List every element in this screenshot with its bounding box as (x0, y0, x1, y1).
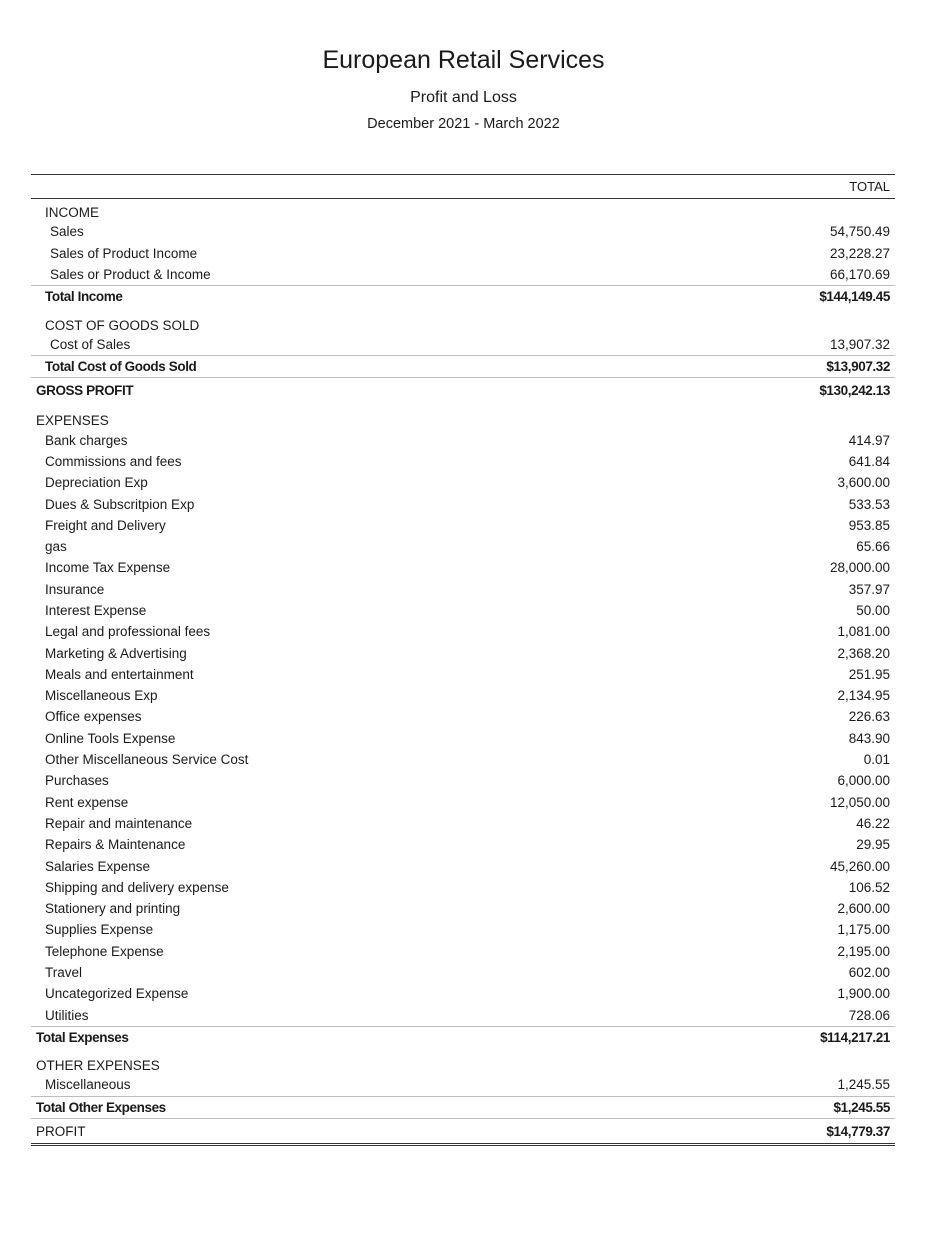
table-row (31, 749, 895, 770)
row-label: Salaries Expense (45, 858, 151, 874)
total-cogs-row (31, 355, 895, 378)
row-label: Sales or Product & Income (50, 267, 211, 283)
row-amount: 953.85 (848, 517, 890, 533)
profit-row (31, 1118, 895, 1146)
row-label: Miscellaneous (45, 1077, 131, 1093)
table-row (31, 962, 895, 983)
row-amount: 54,750.49 (829, 224, 890, 240)
expense-rows (31, 429, 895, 1025)
profit-amount: $14,779.37 (826, 1123, 890, 1139)
row-amount: 2,195.00 (837, 943, 890, 959)
section-heading-cogs (31, 308, 895, 334)
gross-profit-row (31, 377, 895, 403)
table-row (31, 642, 895, 663)
table-row (31, 941, 895, 962)
table-row (31, 493, 895, 514)
row-amount: 1,245.55 (837, 1077, 890, 1093)
table-row (31, 429, 895, 450)
row-amount: 46.22 (856, 815, 890, 831)
row-amount: 641.84 (848, 453, 890, 469)
row-amount: 0.01 (863, 752, 890, 768)
table-row (31, 536, 895, 557)
row-label: Other Miscellaneous Service Cost (45, 752, 249, 768)
row-label: Commissions and fees (45, 453, 182, 469)
table-row (31, 685, 895, 706)
report-title: Profit and Loss (410, 89, 517, 106)
table-row (31, 728, 895, 749)
total-income-row (31, 285, 895, 308)
table-row (31, 792, 895, 813)
total-other-expenses-row (31, 1096, 895, 1119)
row-amount: 45,260.00 (829, 858, 890, 874)
row-label: Interest Expense (45, 603, 147, 618)
row-amount: 2,368.20 (837, 645, 890, 661)
row-label: Miscellaneous Exp (45, 688, 158, 704)
table-row (31, 334, 895, 355)
row-amount: 728.06 (848, 1007, 890, 1023)
total-label: Total Income (45, 289, 123, 305)
row-label: gas (45, 539, 67, 555)
section-label: OTHER EXPENSES (36, 1058, 160, 1074)
table-row (31, 877, 895, 898)
table-row (31, 1074, 895, 1095)
table-row (31, 706, 895, 727)
section-label: COST OF GOODS SOLD (45, 317, 200, 333)
row-label: Income Tax Expense (45, 560, 171, 576)
row-amount: 533.53 (848, 496, 890, 512)
table-row (31, 898, 895, 919)
gross-profit-amount: $130,242.13 (819, 383, 890, 399)
row-amount: 2,134.95 (837, 688, 890, 704)
table-row (31, 834, 895, 855)
row-label: Supplies Expense (45, 922, 154, 938)
table-row (31, 600, 895, 621)
row-amount: 251.95 (848, 666, 890, 682)
row-label: Telephone Expense (45, 943, 164, 959)
row-amount: 226.63 (848, 709, 890, 725)
section-label: INCOME (45, 205, 99, 221)
row-amount: 23,228.27 (829, 245, 890, 261)
total-label: Total Other Expenses (36, 1099, 166, 1115)
row-amount: 50.00 (856, 603, 890, 618)
row-amount: 1,081.00 (837, 624, 890, 640)
total-expenses-row (31, 1026, 895, 1049)
row-label: Meals and entertainment (45, 666, 194, 682)
table-row (31, 621, 895, 642)
row-label: Repairs & Maintenance (45, 837, 186, 853)
table-row (31, 451, 895, 472)
table-row (31, 472, 895, 493)
row-amount: 1,900.00 (837, 986, 890, 1002)
row-label: Legal and professional fees (45, 624, 211, 640)
row-label: Marketing & Advertising (45, 645, 187, 661)
row-amount: 12,050.00 (829, 794, 890, 810)
row-amount: 29.95 (856, 837, 890, 853)
row-label: Purchases (45, 773, 109, 789)
report-period: December 2021 - March 2022 (367, 116, 560, 132)
section-heading-income (31, 199, 895, 221)
profit-loss-table (31, 174, 895, 1146)
table-row (31, 813, 895, 834)
row-amount: 2,600.00 (837, 901, 890, 917)
table-row (31, 243, 895, 264)
total-amount: $114,217.21 (820, 1030, 890, 1046)
section-heading-expenses (31, 403, 895, 429)
table-row (31, 557, 895, 578)
total-amount: $13,907.32 (826, 359, 890, 375)
row-label: Cost of Sales (50, 336, 131, 352)
total-label: Total Expenses (36, 1030, 129, 1046)
row-amount: 1,175.00 (837, 922, 890, 938)
table-row (31, 983, 895, 1004)
row-label: Freight and Delivery (45, 517, 166, 533)
row-label: Bank charges (45, 432, 128, 448)
row-label: Online Tools Expense (45, 730, 176, 746)
total-amount: $144,149.45 (819, 289, 890, 305)
table-row (31, 855, 895, 876)
table-row (31, 1005, 895, 1026)
row-amount: 414.97 (848, 432, 890, 448)
table-row (31, 579, 895, 600)
row-amount: 357.97 (848, 581, 890, 597)
profit-label: PROFIT (36, 1123, 86, 1139)
row-label: Travel (45, 965, 83, 981)
table-row (31, 264, 895, 285)
row-label: Repair and maintenance (45, 815, 193, 831)
table-row (31, 221, 895, 242)
row-amount: 843.90 (848, 730, 890, 746)
section-heading-other-expenses (31, 1048, 895, 1074)
row-label: Shipping and delivery expense (45, 879, 229, 895)
row-label: Sales (50, 224, 84, 240)
row-label: Depreciation Exp (45, 475, 148, 491)
gross-profit-label: GROSS PROFIT (36, 383, 134, 399)
row-label: Stationery and printing (45, 901, 181, 917)
table-row (31, 770, 895, 791)
row-label: Utilities (45, 1007, 89, 1023)
company-name: European Retail Services (322, 46, 605, 74)
total-label: Total Cost of Goods Sold (45, 359, 197, 375)
row-label: Sales of Product Income (50, 245, 198, 261)
row-label: Uncategorized Expense (45, 986, 189, 1002)
section-label: EXPENSES (36, 413, 109, 429)
row-amount: 13,907.32 (829, 336, 890, 352)
row-amount: 66,170.69 (829, 267, 890, 283)
row-amount: 28,000.00 (829, 560, 890, 576)
row-amount: 6,000.00 (837, 773, 890, 789)
row-label: Dues & Subscritpion Exp (45, 496, 195, 512)
row-amount: 106.52 (848, 879, 890, 895)
table-row (31, 919, 895, 940)
row-label: Rent expense (45, 794, 129, 810)
row-amount: 602.00 (848, 965, 890, 981)
row-label: Insurance (45, 581, 105, 597)
total-amount: $1,245.55 (833, 1099, 890, 1115)
row-amount: 3,600.00 (837, 475, 890, 491)
column-header-total: TOTAL (31, 174, 895, 199)
row-amount: 65.66 (856, 539, 890, 555)
row-label: Office expenses (45, 709, 142, 725)
table-row (31, 515, 895, 536)
income-rows (31, 221, 895, 285)
table-row (31, 664, 895, 685)
